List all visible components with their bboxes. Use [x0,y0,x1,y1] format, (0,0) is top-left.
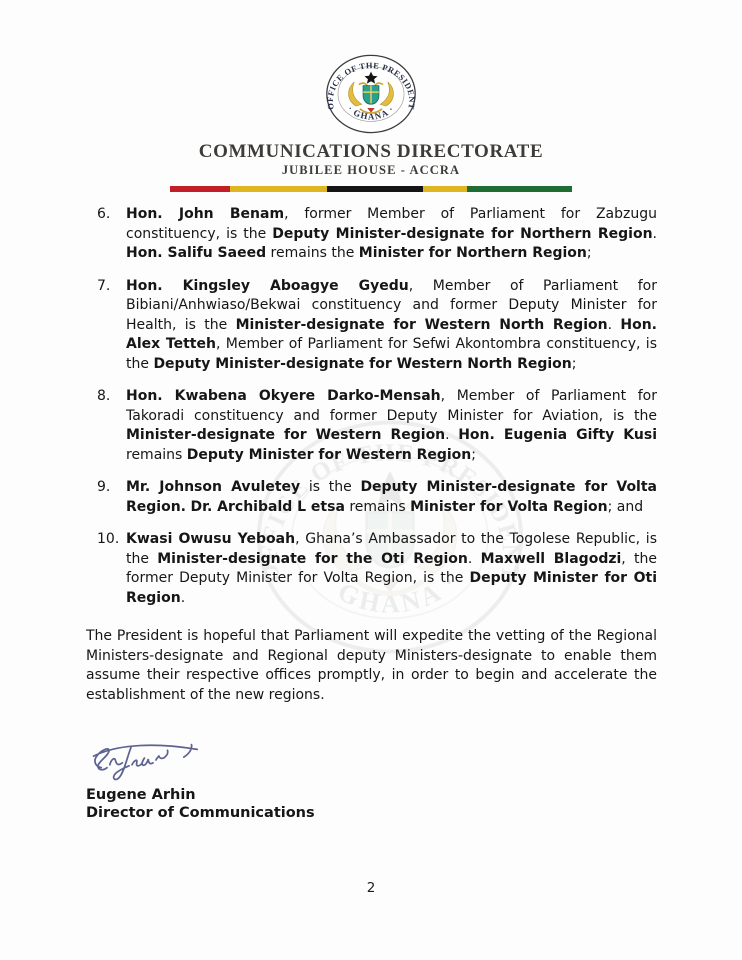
list-item-number: 6. [97,206,111,222]
flag-bar-segment-yellow [423,186,467,192]
handwritten-signature [86,735,742,783]
office-of-the-president-seal-icon [323,54,419,134]
list-item [97,387,657,465]
list-item-text: Mr. Johnson Avuletey is the Deputy Minister-designate for Volta Region. Dr. Archibald L etsa remains Minister for Volta Region; and [126,479,657,515]
list-item-number: 10. [97,531,120,547]
org-address: JUBILEE HOUSE - ACCRA [281,163,461,177]
org-title: COMMUNICATIONS DIRECTORATE [198,141,544,162]
document-body [86,205,657,705]
list-item [97,205,657,264]
list-item-text: Hon. Kingsley Aboagye Gyedu, Member of Parliament for Bibiani/Anhwiaso/Bekwai constituency and former Deputy Minister for Health, is the Minister-designate for Western North Region. Hon. Alex Tetteh, Member of Parliament for Sefwi Akontombra constituency, is the Deputy Minister-designate for Western North Region; [126,277,658,372]
closing-paragraph: The President is hopeful that Parliament will expedite the vetting of the Regional Ministers-designate and Regional deputy Ministers-designate to enable them assume their respective offices promptly, in order to begin and accelerate the establishment of the new regions. [86,628,657,703]
signature-block [86,735,742,822]
flag-bar-segment-black [327,186,423,192]
list-item-text: Hon. John Benam, former Member of Parliament for Zabzugu constituency, is the Deputy Minister-designate for Northern Region. Hon. Salifu Saeed remains the Minister for Northern Region; [126,206,657,261]
ghana-flag-bar [170,186,572,192]
signature-stroke [94,745,198,780]
page-number: 2 [366,880,376,896]
flag-bar-segment-green [467,186,572,192]
list-item-text: Kwasi Owusu Yeboah, Ghana’s Ambassador to the Togolese Republic, is the Minister-designate for the Oti Region. Maxwell Blagodzi, the former Deputy Minister for Volta Region, is the Deputy Minister for Oti Region. [126,531,657,606]
list-item [97,277,657,375]
list-item-text: Hon. Kwabena Okyere Darko-Mensah, Member of Parliament for Takoradi constituency and former Deputy Minister for Aviation, is the Minister-designate for Western Region. Hon. Eugenia Gifty Kusi remains Deputy Minister for Western Region; [126,388,658,463]
ministers-list [86,205,657,608]
signatory-name: Eugene Arhin [86,787,196,803]
letterhead [0,0,742,192]
list-item [97,530,657,608]
list-item-number: 9. [97,479,111,495]
list-item [97,478,657,517]
signatory-title: Director of Communications [86,805,315,821]
list-item-number: 7. [97,277,111,294]
flag-bar-segment-yellow [230,186,326,192]
list-item-number: 8. [97,388,111,404]
flag-bar-segment-red [170,186,230,192]
